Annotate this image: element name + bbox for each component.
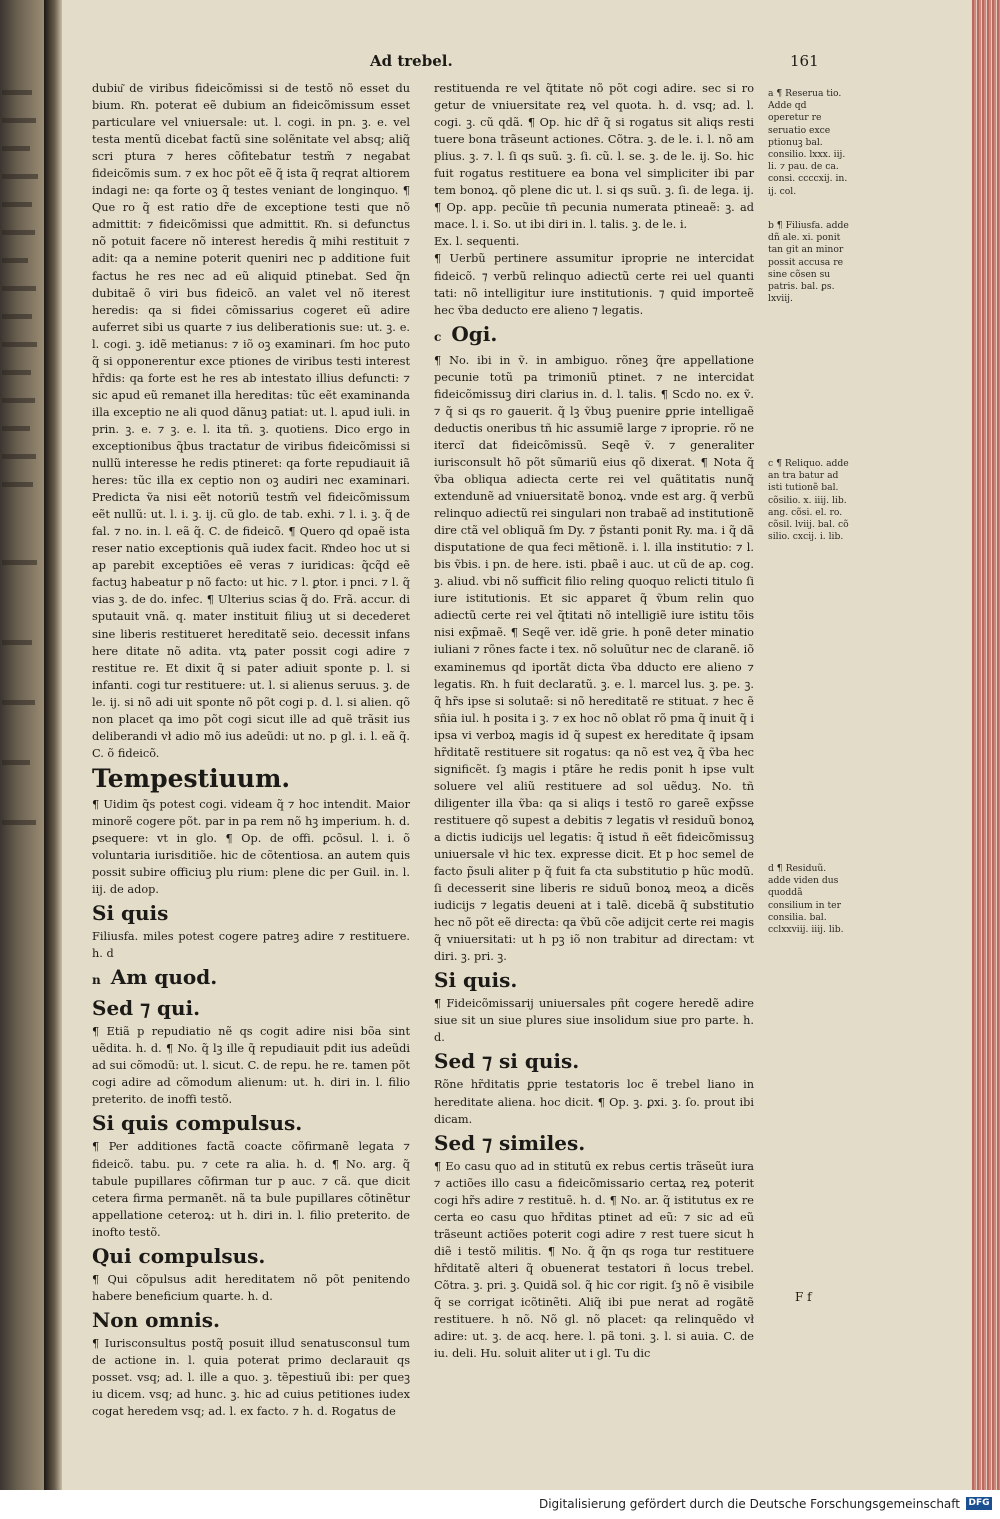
lemma-heading <box>434 321 754 350</box>
gloss-paragraph: ¶ Iurisconsultus postq̃ posuit illud senatusconsul tum de actione in. l. quia poterat primo declarauit qs posset. vsq; ad. l. ille a quo. ꝫ. tẽpestiuũ ibi: per queꝫ iu dicem. vsq; ad hunc. ꝫ. hic ad cuius petitiones iudex cogat heredem vsq; ad. l. ex facto. ⁊ h. d. Rogatus de <box>92 1336 410 1419</box>
signature-mark: F f <box>795 1290 812 1304</box>
margin-note: a ¶ Reserua tio. Adde qd operetur re seruatio exce ptionuꝫ bal. consilio. lxxx. iij. li. ⁊ pau. de ca. consi. ccccxij. in. ij. col. <box>768 88 848 197</box>
lemma-heading: Tempestiuum. <box>92 763 291 793</box>
gloss-paragraph: ¶ Etiã p repudiatio nẽ qs cogit adire nisi bõa sint uẽdita. h. d. ¶ No. q̃ lꝫ ille q̃ repudiauit pdit ius adeũdi ad sui cõmodũ: ut. l. sicut. C. de repu. he re. tamen põt cogi adire ad cõmodum alienum: ut. h. diri in. l. filio preterito. de inoffi testõ. <box>92 1025 410 1107</box>
paragraph: dubiu͂ de viribus fideicõmissi si de testõ nõ esset du bium. R͂n. poterat eẽ dubium an fideicõmissum esset particulare vel vniuersale: ut. l. cogi. in pn. ꝫ. e. vel testa mentũ dicebat factũ sine solẽnitate vel absq; aliq̃ scri ptura ⁊ heres cõfitebatur testm̃ ⁊ negabat fideicõmis sum. ⁊ ex hoc põt eẽ q̃ ista q̃ reqrat altiorem indagi ne: qa forte oꝫ q̃ testes veniant de longinquo. ¶ Que ro q̃ est ratio dr̃e de exceptione testi que nõ admittit: ⁊ fideicõmissi que admittit. R͂n. si defunctus nõ potuit facere nõ interest heredis q̃ mihi restituit ⁊ adit: qa a nemine poterit queniri nec p additione fuit factus he res nec ad eũ aliquid ptinebat. Sed q̃n dubitaẽ õ viri bus fideicõ. an valet vel nõ iterest heredis: qa si fidei cõmissarius cogeret eũ adire auferret sibi us quarte ⁊ ius deliberationis sue: ut. ꝫ. e. l. cogi. ꝫ. idẽ metianus: ⁊ iõ oꝫ examinari. ſm hoc puto q̃ si opponerentur exce ptiones de viribus testi interest hr̃dis: qa forte est he res ab intestato illius defuncti: ⁊ sic apud eũ remanet illa hereditas: tũc eẽt examinanda illa exceptio ne ali quod dãnuꝫ patiat: ut. l. apud iuli. in prin. ꝫ. e. ⁊ ꝫ. e. l. ita tñ. ꝫ. quotiens. Dico ergo in exceptionibus q̃bus tractatur de viribus fideicõmissi si nullũ interesse he redis ptineret: qa forte repudiauit iã heres: tũc illa ex ceptio non oꝫ audiri nec examinari. Predicta ṽa nisi eẽt notoriũ testm̃ vel fideicõmissum eẽt nullũ: ut. l. i. ꝫ. ij. cũ glo. de tab. exhi. ⁊ l. i. ꝫ. q̃ de fal. ⁊ no. in. l. eã q̃. C. de fideicõ. ¶ Quero qd opaẽ ista reser natio exceptionis quã iudex facit. R͂ndeo hoc ut si ap parebit exceptiões eẽ veras ⁊ iuridicas: q̃cq̃d eẽ factuꝫ habeatur p nõ facto: ut hic. ⁊ l. ꝑtor. i pnci. ⁊ l. q̃ vias ꝫ. de do. infec. ¶ Ulterius scias q̃ do. Frã. accur. di sputauit vnã. q. mater instituit filiuꝫ ut si decederet sine liberis restitueret hereditatẽ seio. decessit infans here ditate nõ adita. vtꝝ pater possit cogi adire ⁊ restitue re. Et dixit q̃ si pater adiuit sponte p. l. si infanti. cogi tur restituere: ut. l. si alienus seruus. ꝫ. de le. ij. si nõ adi uit sponte nõ põt cogi p. d. l. si alien. qõ non placet qa imo põt cogi sicut ille ad quẽ trãsit ius deliberandi vł adio mõ ius adeũdi: ut no. p gl. i. l. eã q̃. C. õ fideicõ. <box>92 82 410 760</box>
paragraph: restituenda re vel q̃titate nõ põt cogi adire. sec si ro getur de vniuersitate reꝝ vel quota. h. d. vsq; ad. l. cogi. ꝫ. cũ qdã. ¶ Op. hic dr̃ q̃ si rogatus sit aliqs resti tuere bona trãseunt actiones. Cõtra. ꝫ. de le. i. l. nõ am plius. ꝫ. ⁊. l. ſi qs suũ. ꝫ. ſi. cũ. l. se. ꝫ. de le. ij. So. hic fuit rogatus restituere ea bona vel simpliciter ibi par tem bonoꝝ. qõ plene dic ut. l. si qs suũ. ꝫ. ſi. de lega. ij. ¶ Op. app. pecũie tñ pecunia numerata ptineaẽ: ꝫ. ad mace. l. i. So. ut ibi diri in. l. talis. ꝫ. de le. i. <box>434 82 754 232</box>
paragraph: ¶ Uerbũ pertinere assumitur iproprie ne intercidat fideicõ. ⁊ verbũ relinquo adiectũ certe rei uel quanti tati: nõ intelligitur iure institutionis. ⁊ quid importeẽ hec ṽba deducto ere alieno ⁊ legatis. <box>434 252 754 317</box>
margin-note: d ¶ Residuũ. adde viden dus quoddã consilium in ter consilia. bal. cclxxviij. iiij. lib. <box>768 863 844 936</box>
lemma-text: Ogi. <box>451 321 498 346</box>
left-text-column <box>92 80 410 1420</box>
gloss-paragraph: ¶ No. ibi in ṽ. in ambiguo. rõneꝫ q̃re appellatione pecunie totũ pa trimoniũ ptinet. ⁊ ne intercidat fideicõmissuꝫ diri clarius in. d. l. talis. ¶ Scdo no. ex ṽ. ⁊ q̃ si qs ro gauerit. q̃ lꝫ ṽbuꝫ puenire ꝑprie intelligaẽ deductis oneribus tñ hic assumiẽ large ⁊ iproprie. rõ ne itercĩ dat fideicõmissũ. Seqẽ ṽ. ⁊ generaliter iurisconsult hõ põt sũmariũ eius qõ dixerat. ¶ Nota q̃ ṽba obliqua adiecta certe rei vel quãtitatis nunq̃ extendunẽ ad vniuersitatẽ bonoꝝ. vnde est arg. q̃ verbũ relinquo adiectũ rei singulari non trabaẽ ad institutionẽ dire ctã vel obliquã ſm Dy. ⁊ p̃stanti ponit Ry. ma. i q̃ dã disputatione de qua feci mẽtionẽ. i. l. illa institutio: ⁊ l. bis ṽbis. i pn. de here. isti. pbaẽ i auc. ut cũ de ap. cog. ꝫ. aliud. vbi nõ sufficit filio reling quoquo relicti titulo ſi iure istitutionis. Et sic apparet q̃ ṽbum relin quo adiectũ certe rei vel q̃titati nõ intelligiẽ iure istitu tõis nisi exp̃maẽ. ¶ Seqẽ ver. idẽ grie. h ponẽ deter minatio iuliani ⁊ rõnes facte i tex. nõ soluũtur nec de claranẽ. iõ examinemus qd iportãt dicta ṽba dducto ere alieno ⁊ legatis. R͂n. h fuit declaratũ. ꝫ. e. l. marcel lus. ꝫ. pe. ꝫ. q̃ hr̃s ipse si solutaẽ: si nõ hereditatẽ re stituat. ⁊ hec ẽ sñia iul. h posita i ꝫ. ⁊ ex hoc nõ oblat rõ pma q̃ inuit q̃ i ipsa vi verboꝝ magis id q̃ supest ex hereditate q̃ ipsam hr̃ditatẽ restituere sit rogatus: qa nõ est veꝝ q̃ ṽba hec significẽt. ſꝫ magis i ptãre he redis ponit h ipse vult soluere vel aliũ restituere ad sol uẽduꝫ. No. tñ diligenter illa ṽba: qa si aliqs i testõ ro gareẽ exp̃sse restituere qõ supest a debitis ⁊ legatis vł residuũ bonoꝝ a dictis iudicijs uel legatis: q̃ istud ñ eẽt fideicõmissuꝫ uniuersale vł hic tex. expresse dicit. Et p hoc semel de facto p̃suli aliter p q̃ fuit fa cta substitutio p hũc modũ. ſi decesserit sine liberis re siduũ bonoꝝ meoꝝ a dicẽs iudicijs ⁊ legatis deueni at i talẽ. dicebã q̃ substitutio hec nõ põt eẽ directa: qa ṽbũ cõe adijcit certe rei magis q̃ vniuersitati: ut h pꝫ iõ non trabitur ad directam: vt diri. ꝫ. pri. ꝫ. <box>434 353 754 964</box>
funding-credit: Digitalisierung gefördert durch die Deutsche Forschungsgemeinschaft <box>538 1497 960 1511</box>
lemma-heading: Si quis <box>92 901 169 926</box>
middle-text-column <box>434 80 754 1362</box>
running-head: Ad trebel. <box>370 52 453 70</box>
lemma-heading: Qui compulsus. <box>92 1243 266 1268</box>
margin-note: b ¶ Filiusfa. adde dñ ale. xi. ponit tan git an minor possit accusa re sine cõsen su patris. bal. ꝑs. lxviij. <box>768 220 849 305</box>
book-gutter <box>44 0 62 1490</box>
folio-number: 161 <box>790 52 819 70</box>
gloss-paragraph: ¶ Per additiones factã coacte cõfirmanẽ legata ⁊ fideicõ. tabu. pu. ⁊ cete ra alia. h. d. ¶ No. arg. q̃ tabule pupillares cõfirman tur p auc. ⁊ cã. que dicit cetera firma permanẽt. nã ta bule pupillares cõtinẽtur appellatione ceteroꝝ: ut h. diri in. l. filio preterito. de inofto testõ. <box>92 1140 410 1239</box>
gloss-paragraph: ¶ Qui cõpulsus adit hereditatem nõ põt penitendo habere beneficium quarte. h. d. <box>92 1272 410 1303</box>
lemma-heading: Sed ⁊ si quis. <box>434 1049 580 1074</box>
gloss-paragraph: Rõne hr̃ditatis ꝑprie testatoris loc ẽ trebel liano in hereditate aliena. hoc dicit. ¶ Op. ꝫ. ꝑxi. ꝫ. ſo. prout ibi dicam. <box>434 1078 754 1126</box>
gloss-paragraph: ¶ Fideicõmissarij uniuersales pñt cogere heredẽ adire siue sit un siue plures siue insolidum siue pro parte. h. d. <box>434 997 754 1045</box>
section-heading: Ex. l. sequenti. <box>434 235 520 249</box>
gloss-paragraph: Filiusfa. miles potest cogere patreꝫ adire ⁊ restituere. h. d <box>92 930 410 961</box>
lemma-heading: Non omnis. <box>92 1307 220 1332</box>
gloss-paragraph: ¶ Eo casu quo ad in stitutũ ex rebus certis trãseũt iura ⁊ actiões illo casu a fideicõmissario certaꝝ reꝝ poterit cogi hr̃s adire ⁊ restituẽ. h. d. ¶ No. ar. q̃ istitutus ex re certa eo casu quo hr̃ditas ptinet ad eũ: ⁊ sic ad eũ trãseunt actiões poterit cogi adire ⁊ rest tuere sicut h diẽ i testõ militis. ¶ No. q̃ q̃n qs roga tur restituere hr̃ditatẽ alteri q̃ obuenerat testatori ñ locus trebel. Cõtra. ꝫ. pri. ꝫ. Quidã sol. q̃ hic cor rigit. ſꝫ nõ ẽ visibile q̃ se corrigat icõtinẽti. Aliq̃ ibi pue nerat ad rogãtẽ restituere. h nõ. Nõ gl. nõ placet: qa relinquẽdo vł adire: ut. ꝫ. de acq. here. l. pã toni. ꝫ. l. si auia. C. de iu. deli. Hu. soluit aliter ut i gl. Tu dic <box>434 1159 754 1361</box>
lemma-heading: Sed ⁊ qui. <box>92 996 201 1021</box>
lemma-heading: Si quis. <box>434 968 518 993</box>
dfg-logo-icon: DFG <box>966 1497 992 1510</box>
red-page-edges <box>972 0 1000 1490</box>
margin-note: c ¶ Reliquo. adde an tra batur ad isti tutionẽ bal. cõsilio. x. iiij. lib. ang. cõsi. el. ro. cõsil. lviij. bal. cõ silio. cxcij. i. lib. <box>768 458 849 543</box>
lemma-heading: Si quis compulsus. <box>92 1111 303 1136</box>
gloss-paragraph: ¶ Uidim q̃s potest cogi. videam q̃ ⁊ hoc intendit. Maior minorẽ cogere põt. par in pa rem nõ hꝫ imperium. h. d. ꝑsequere: vt in glo. ¶ Op. de offi. ꝑcõsul. l. i. õ voluntaria iurisditiõe. hic de cõtentiosa. an autem quis possit subire officiuꝫ plu rium: plene dic per Guil. in. l. iij. de adop. <box>92 797 410 897</box>
lemma-text: Am quod. <box>110 965 218 990</box>
facing-page-edge <box>0 0 44 1490</box>
lemma-marker: c <box>434 329 442 344</box>
lemma-heading: Sed ⁊ similes. <box>434 1130 586 1155</box>
lemma-heading <box>92 964 410 993</box>
lemma-marker: n <box>92 973 101 988</box>
